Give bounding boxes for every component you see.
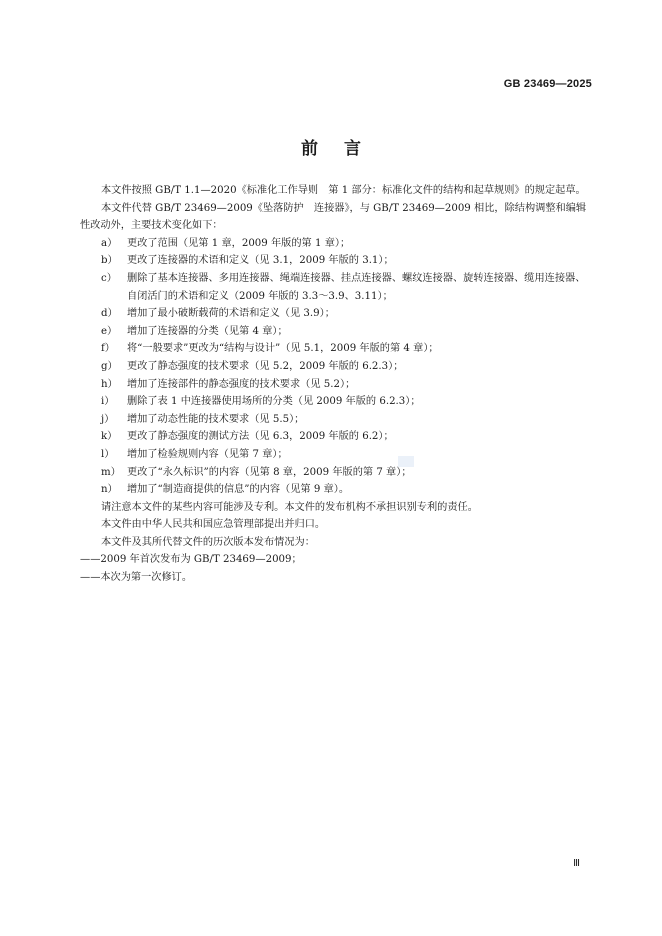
- list-item: [80, 305, 592, 323]
- list-item: [80, 340, 592, 358]
- intro-paragraph-replacement: 本文件代替 GB/T 23469—2009《坠落防护 连接器》，与 GB/T 23469—2009 相比，除结构调整和编辑性改动外，主要技术变化如下：: [80, 202, 587, 232]
- intro-paragraph-drafting: 本文件按照 GB/T 1.1—2020《标准化工作导则 第 1 部分：标准化文件的结构和起草规则》的规定起草。: [101, 185, 586, 196]
- list-item: [80, 235, 592, 253]
- list-marker: e）: [101, 325, 118, 337]
- list-item-text: 更改了静态强度的技术要求（见 5.2，2009 年版的 6.2.3）；: [127, 360, 404, 372]
- list-item-text: 更改了静态强度的测试方法（见 6.3，2009 年版的 6.2）；: [127, 431, 394, 443]
- list-marker: j）: [101, 413, 115, 425]
- list-item-text: 更改了连接器的术语和定义（见 3.1，2009 年版的 3.1）；: [127, 255, 394, 267]
- scan-smudge: [398, 456, 414, 467]
- list-item-text: 将“一般要求”更改为“结构与设计”（见 5.1，2009 年版的第 4 章）；: [127, 343, 439, 355]
- list-marker: i）: [101, 396, 115, 408]
- patent-notice: 请注意本文件的某些内容可能涉及专利。本文件的发布机构不承担识别专利的责任。: [101, 501, 478, 513]
- list-item: [80, 411, 592, 429]
- proposer-statement: 本文件由中华人民共和国应急管理部提出并归口。: [101, 519, 326, 531]
- list-marker: f）: [101, 343, 115, 355]
- page-title: 前言: [301, 139, 387, 159]
- list-item: [80, 323, 592, 341]
- list-item: [80, 446, 592, 464]
- history-item: ——本次为第一次修订。: [80, 572, 193, 584]
- list-item-text: 增加了“制造商提供的信息”的内容（见第 9 章）。: [127, 484, 350, 496]
- document-body: [80, 182, 592, 587]
- list-marker: g）: [101, 360, 118, 372]
- list-marker: b）: [101, 255, 118, 267]
- changes-list: [80, 235, 592, 499]
- list-marker: a）: [101, 237, 118, 249]
- list-item: [80, 376, 592, 394]
- history-list: [80, 551, 592, 586]
- list-item: [80, 358, 592, 376]
- list-item: [80, 252, 592, 270]
- list-item-text: 增加了连接部件的静态强度的技术要求（见 5.2）；: [127, 378, 356, 390]
- list-item: [80, 393, 592, 411]
- list-marker: c）: [101, 272, 117, 284]
- list-item: [80, 428, 592, 446]
- list-item: [80, 270, 592, 305]
- list-item-text: 增加了连接器的分类（见第 4 章）；: [127, 325, 288, 337]
- list-marker: k）: [101, 431, 118, 443]
- history-item: ——2009 年首次发布为 GB/T 23469—2009；: [80, 554, 302, 566]
- list-item: [80, 464, 592, 482]
- list-item-text: 更改了“永久标识”的内容（见第 8 章，2009 年版的第 7 章）；: [127, 466, 412, 478]
- list-marker: l）: [101, 448, 115, 460]
- list-marker: d）: [101, 308, 118, 320]
- list-marker: n）: [101, 484, 118, 496]
- list-item-text: 更改了范围（见第 1 章，2009 年版的第 1 章）；: [127, 237, 351, 249]
- list-item-text: 删除了基本连接器、多用连接器、绳端连接器、挂点连接器、螺纹连接器、旋转连接器、缆用连接器、自闭活门的术语和定义（2009 年版的 3.3～3.9、3.11）；: [127, 272, 586, 302]
- page-number: Ⅲ: [573, 858, 580, 869]
- standard-code: GB 23469—2025: [503, 78, 592, 90]
- history-intro: 本文件及其所代替文件的历次版本发布情况为：: [101, 536, 315, 548]
- list-item-text: 增加了动态性能的技术要求（见 5.5）；: [127, 413, 305, 425]
- list-item-text: 增加了检验规则内容（见第 7 章）；: [127, 448, 288, 460]
- list-marker: m）: [101, 466, 121, 478]
- list-item-text: 增加了最小破断载荷的术语和定义（见 3.9）；: [127, 308, 335, 320]
- list-item-text: 删除了表 1 中连接器使用场所的分类（见 2009 年版的 6.2.3）；: [127, 396, 421, 408]
- list-marker: h）: [101, 378, 118, 390]
- list-item: [80, 481, 592, 499]
